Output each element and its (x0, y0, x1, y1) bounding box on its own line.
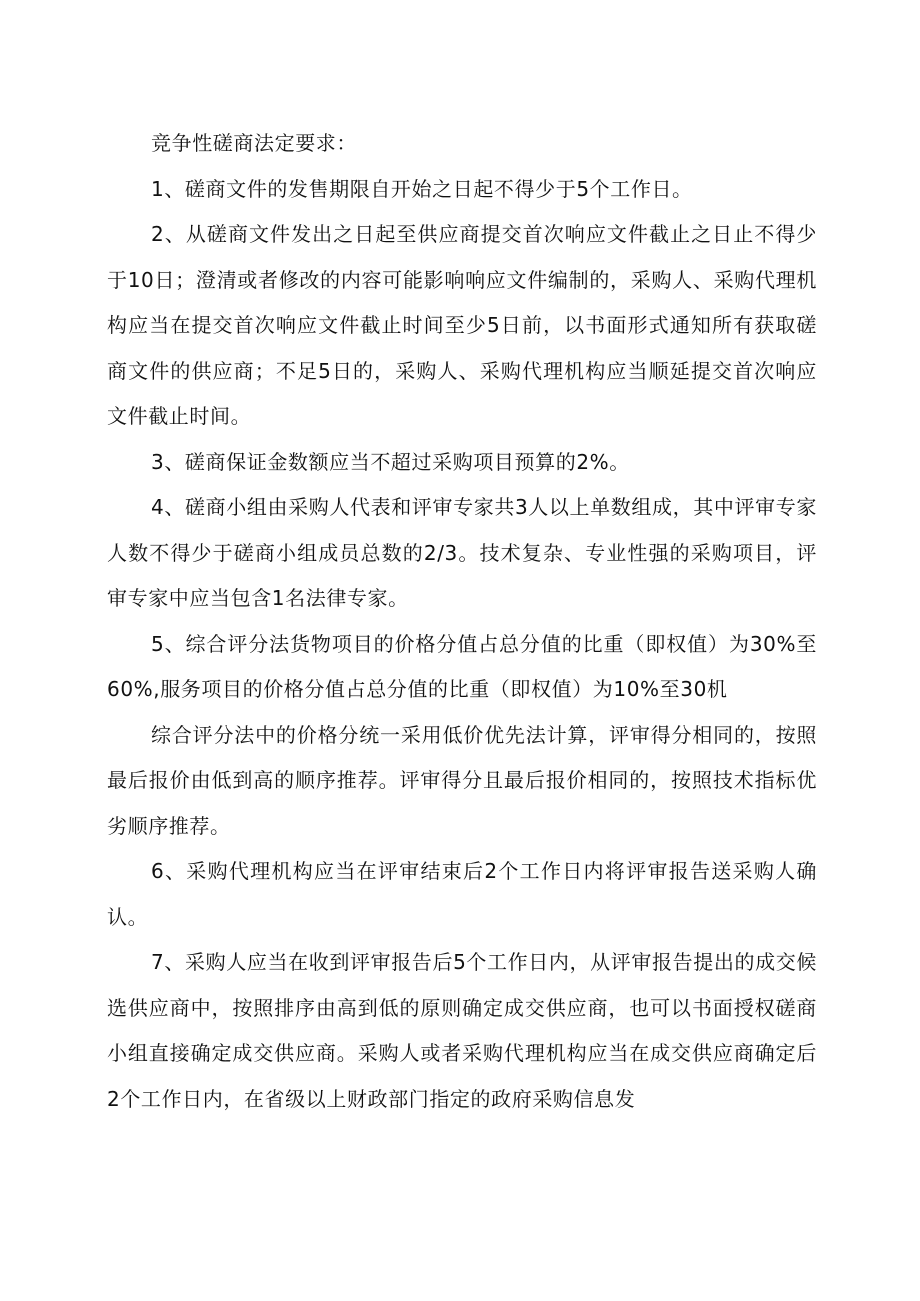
requirement-paragraph-2: 2、从磋商文件发出之日起至供应商提交首次响应文件截止之日止不得少于10日；澄清或者修改的内容可能影响响应文件编制的，采购人、采购代理机构应当在提交首次响应文件截止时间至少5日前，以书面形式通知所有获取磋商文件的供应商；不足5日的，采购人、采购代理机构应当顺延提交首次响应文件截止时间。 (107, 222, 817, 428)
requirement-paragraph-3: 3、磋商保证金数额应当不超过采购项目预算的2%。 (151, 449, 630, 474)
document-heading: 竞争性磋商法定要求： (151, 131, 357, 155)
document-body (107, 121, 817, 1122)
requirement-paragraph-7: 7、采购人应当在收到评审报告后5个工作日内，从评审报告提出的成交候选供应商中，按照排序由高到低的原则确定成交供应商，也可以书面授权磋商小组直接确定成交供应商。采购人或者采购代理机构应当在成交供应商确定后2个工作日内，在省级以上财政部门指定的政府采购信息发 (107, 950, 817, 1111)
requirement-paragraph-6: 6、采购代理机构应当在评审结束后2个工作日内将评审报告送采购人确认。 (107, 859, 817, 929)
requirement-paragraph-1: 1、磋商文件的发售期限自开始之日起不得少于5个工作日。 (151, 176, 693, 201)
requirement-paragraph-4: 4、磋商小组由采购人代表和评审专家共3人以上单数组成，其中评审专家人数不得少于磋商小组成员总数的2/3。技术复杂、专业性强的采购项目，评审专家中应当包含1名法律专家。 (107, 495, 817, 610)
requirement-paragraph-5: 5、综合评分法货物项目的价格分值占总分值的比重（即权值）为30%至60%,服务项目的价格分值占总分值的比重（即权值）为10%至30机 (107, 631, 817, 701)
requirement-paragraph-5-note: 综合评分法中的价格分统一采用低价优先法计算，评审得分相同的，按照最后报价由低到高的顺序推荐。评审得分且最后报价相同的，按照技术指标优劣顺序推荐。 (107, 722, 817, 838)
